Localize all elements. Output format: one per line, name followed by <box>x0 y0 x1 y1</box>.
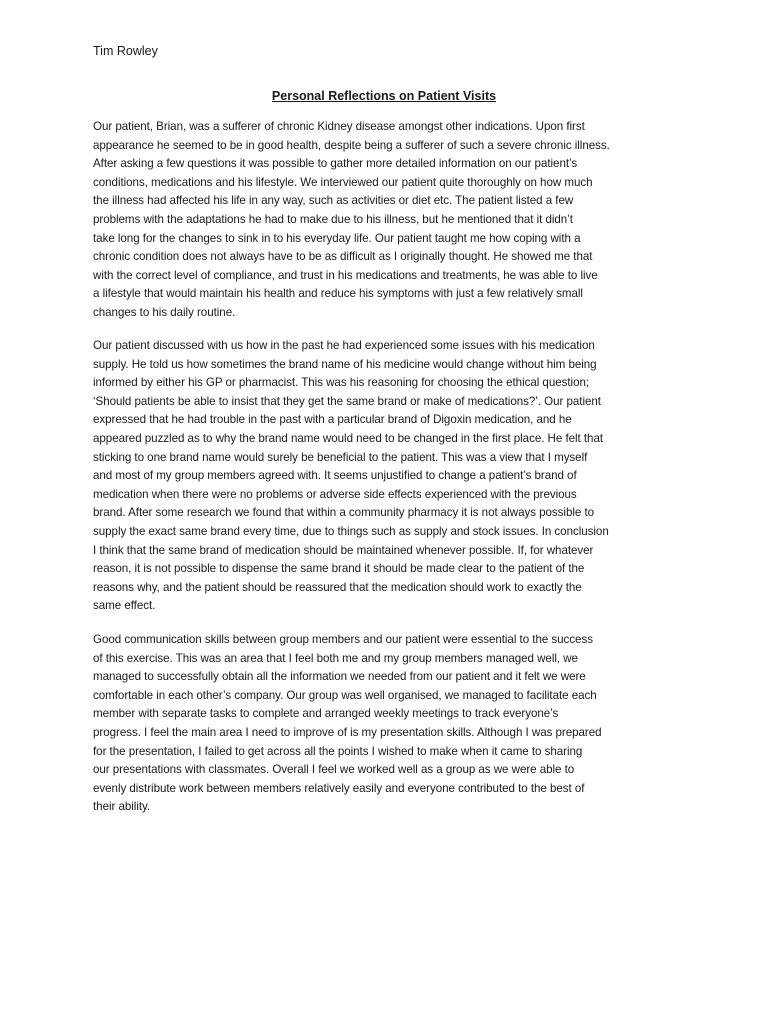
text-line: appeared puzzled as to why the brand name would need to be changed in the first place. He felt that <box>93 431 604 445</box>
text-line: of this exercise. This was an area that I feel both me and my group members managed well, we <box>93 651 578 665</box>
text-line: our presentations with classmates. Overall I feel we worked well as a group as we were able to <box>93 763 575 777</box>
text-line: informed by either his GP or pharmacist. This was his reasoning for choosing the ethical question; <box>93 376 590 390</box>
text-line: reason, it is not possible to dispense the same brand it should be made clear to the patient of the <box>93 562 585 576</box>
text-line: chronic condition does not always have to be as difficult as I originally thought. He showed me that <box>93 250 593 264</box>
text-line: evenly distribute work between members relatively easily and everyone contributed to the best of <box>93 781 585 795</box>
text-line: their ability. <box>93 800 151 814</box>
text-line: a lifestyle that would maintain his health and reduce his symptoms with just a few relatively small <box>93 287 583 301</box>
text-line: medication when there were no problems or adverse side effects experienced with the previous <box>93 487 577 501</box>
text-line: member with separate tasks to complete and arranged weekly meetings to track everyone’s <box>93 707 559 721</box>
text-line: appearance he seemed to be in good health, despite being a sufferer of such a severe chronic illness. <box>93 138 610 152</box>
text-line: problems with the adaptations he had to make due to his illness, but he mentioned that it didn’t <box>93 212 573 226</box>
text-line: supply. He told us how sometimes the brand name of his medicine would change without him being <box>93 357 597 371</box>
text-line: brand. After some research we found that within a community pharmacy it is not always possible to <box>93 506 595 520</box>
text-line: conditions, medications and his lifestyle. We interviewed our patient quite thoroughly on how much <box>93 175 593 189</box>
text-line: changes to his daily routine. <box>93 305 236 319</box>
text-line: reasons why, and the patient should be reassured that the medication should work to exactly the <box>93 580 582 594</box>
text-line: I think that the same brand of medication should be maintained whenever possible. If, for whatever <box>93 543 594 557</box>
text-line: comfortable in each other’s company. Our group was well organised, we managed to facilitate each <box>93 688 597 702</box>
author-name: Tim Rowley <box>93 44 158 58</box>
text-line: expressed that he had trouble in the past with a particular brand of Digoxin medication, and he <box>93 413 572 427</box>
text-line: same effect. <box>93 599 156 613</box>
text-line: the illness had affected his life in any way, such as activities or diet etc. The patient listed a few <box>93 194 574 208</box>
text-line: Our patient discussed with us how in the past he had experienced some issues with his medication <box>93 339 595 352</box>
document-title: Personal Reflections on Patient Visits <box>271 89 497 103</box>
paragraph-2 <box>93 337 693 616</box>
paragraph-3 <box>93 631 693 817</box>
text-line: take long for the changes to sink in to his everyday life. Our patient taught me how coping with a <box>93 231 581 245</box>
text-line: Our patient, Brian, was a sufferer of chronic Kidney disease amongst other indications. Upon first <box>93 120 585 133</box>
paragraph-1 <box>93 118 693 323</box>
text-line: Good communication skills between group members and our patient were essential to the success <box>93 633 593 646</box>
text-line: progress. I feel the main area I need to improve of is my presentation skills. Although I was prepared <box>93 725 602 739</box>
text-line: with the correct level of compliance, and trust in his medications and treatments, he was able to live <box>93 268 598 282</box>
text-line: managed to successfully obtain all the information we needed from our patient and it felt we were <box>93 670 586 684</box>
text-line: and most of my group members agreed with. It seems unjustified to change a patient’s brand of <box>93 469 577 483</box>
text-line: for the presentation, I failed to get across all the points I wished to make when it came to sharing <box>93 744 583 758</box>
text-line: sticking to one brand name would surely be beneficial to the patient. This was a view that I myself <box>93 450 588 464</box>
text-line: ‘Should patients be able to insist that they get the same brand or make of medications?’. Our patient <box>93 394 601 408</box>
text-line: After asking a few questions it was possible to gather more detailed information on our patient’s <box>93 157 578 171</box>
text-line: supply the exact same brand every time, due to things such as supply and stock issues. In conclusion <box>93 524 609 538</box>
